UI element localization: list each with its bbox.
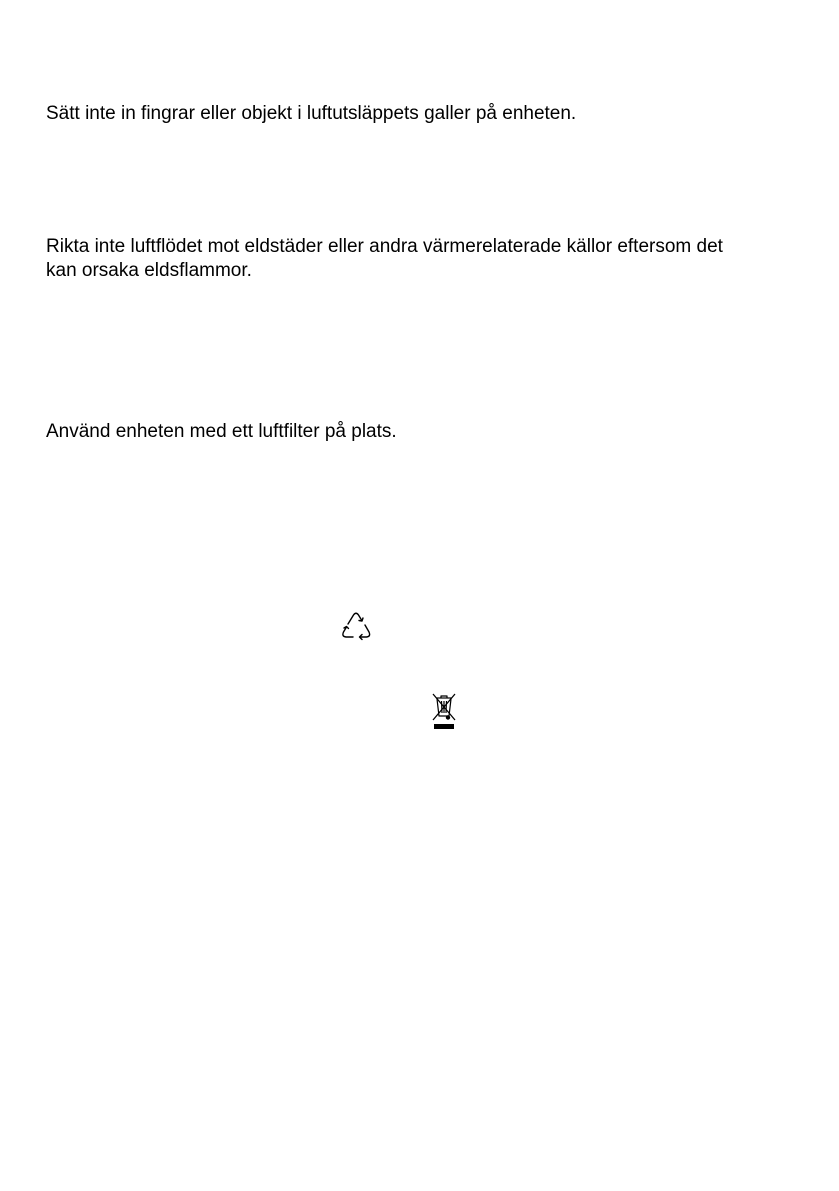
warning-airflow-line-2: kan orsaka eldsflammor. [46,260,252,281]
instruction-air-filter: Använd enheten med ett luftfilter på plats. [46,421,397,442]
warning-airflow-line-1: Rikta inte luftflödet mot eldstäder eller andra värmerelaterade källor eftersom det [46,236,723,257]
recycle-icon [339,610,373,644]
warning-airflow-heat-sources [46,235,806,283]
crossed-out-wheelie-bin-icon [431,692,457,730]
warning-fingers-grille: Sätt inte in fingrar eller objekt i luftutsläppets galler på enheten. [46,103,577,124]
